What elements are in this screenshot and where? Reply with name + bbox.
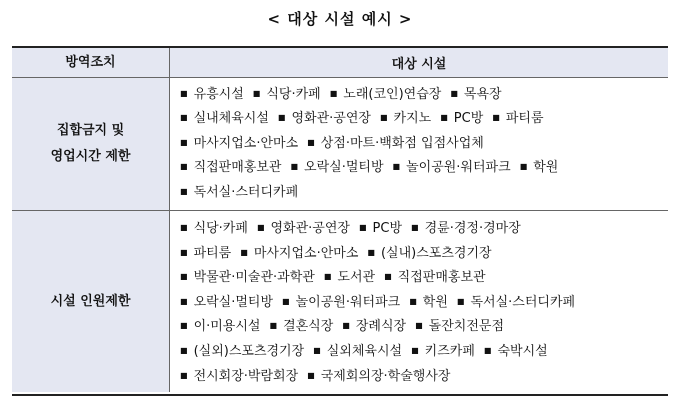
bullet-icon: ■ [252, 89, 261, 98]
facility-label: 유흥시설 [193, 87, 244, 102]
facility-item [180, 270, 315, 285]
bullet-icon: ■ [307, 370, 315, 380]
bullet-icon: ■ [519, 162, 528, 172]
facility-label: 오락실·멀티방 [304, 160, 384, 176]
facility-item [253, 87, 321, 102]
bullet-icon: ■ [384, 272, 392, 282]
facility-label: 실내체육시설 [193, 111, 269, 127]
facility-label: 파티룸 [193, 245, 232, 261]
facility-item [411, 221, 521, 236]
facility-item [180, 344, 304, 359]
table-row-closure [12, 78, 668, 211]
measure-label: 집합금지 및 [56, 123, 125, 138]
bullet-icon: ■ [180, 162, 188, 172]
facility-label: 영화관·공연장 [291, 111, 371, 127]
facility-label: 학원 [422, 294, 448, 310]
bullet-icon: ■ [180, 321, 188, 331]
facility-label: (실외)스포츠경기장 [193, 343, 305, 359]
facility-item [290, 160, 383, 175]
facility-label: 결혼식장 [283, 319, 334, 335]
facility-line [170, 131, 668, 155]
facility-line [170, 216, 668, 241]
facility-label: 돌잔치전문점 [428, 319, 505, 335]
bullet-icon: ■ [415, 321, 423, 331]
bullet-icon: ■ [323, 272, 332, 282]
facility-table [12, 46, 668, 396]
facility-label: 놀이공원·워터파크 [295, 294, 401, 310]
facility-line [170, 241, 668, 266]
facility-item [180, 369, 298, 384]
facility-item [270, 319, 334, 334]
facility-item [278, 111, 371, 126]
facility-item [180, 87, 244, 102]
bullet-icon: ■ [492, 113, 500, 123]
facility-label: 오락실·멀티방 [193, 294, 274, 310]
facility-item [307, 136, 484, 151]
bullet-icon: ■ [450, 89, 458, 98]
bullet-icon: ■ [440, 113, 448, 123]
bullet-icon: ■ [180, 272, 188, 282]
facility-item [367, 246, 491, 261]
facility-item [180, 319, 261, 334]
bullet-icon: ■ [180, 370, 188, 380]
facility-item [313, 344, 402, 359]
facility-label: 경륜·경정·경마장 [424, 221, 521, 236]
facility-label: 상점·마트·백화점 입점사업체 [320, 135, 484, 151]
measure-label: 시설 인원제한 [50, 293, 131, 309]
facility-label: 놀이공원·워터파크 [406, 160, 511, 176]
facility-item [180, 136, 298, 151]
facility-label: 식당·카페 [266, 87, 321, 102]
measure-label: 영업시간 제한 [50, 149, 131, 164]
facility-item [257, 221, 350, 236]
facility-item [380, 111, 431, 126]
bullet-icon: ■ [180, 89, 188, 98]
bullet-icon: ■ [329, 89, 338, 98]
bullet-icon: ■ [282, 296, 290, 306]
facility-label: 숙박시설 [497, 343, 548, 359]
bullet-icon: ■ [379, 113, 388, 123]
bullet-icon: ■ [180, 345, 188, 355]
measure-cell [12, 78, 170, 210]
bullet-icon: ■ [342, 321, 350, 331]
facility-item [384, 270, 485, 285]
facility-line [170, 290, 668, 315]
facility-label: 키즈카페 [424, 343, 475, 359]
bullet-icon: ■ [313, 345, 321, 355]
facility-item [324, 270, 375, 285]
facility-line [170, 364, 668, 389]
facility-label: 독서실·스터디카페 [470, 294, 576, 310]
facility-label: 영화관·공연장 [270, 221, 350, 236]
facilities-cell [170, 78, 668, 210]
facilities-cell [170, 211, 668, 392]
facility-item [282, 295, 400, 310]
facility-item [409, 295, 448, 310]
facility-line [170, 82, 668, 106]
bullet-icon: ■ [307, 137, 315, 147]
facility-item [411, 344, 475, 359]
facility-label: 국제회의장·학술행사장 [320, 368, 451, 384]
facility-label: 카지노 [393, 111, 432, 127]
bullet-icon: ■ [456, 296, 465, 306]
facility-label: 장례식장 [355, 319, 407, 335]
bullet-icon: ■ [180, 223, 188, 232]
facility-label: 전시회장·박람회장 [193, 368, 299, 384]
facility-line [170, 180, 668, 204]
facility-item [180, 185, 298, 200]
facility-label: PC방 [453, 111, 484, 127]
facility-item [492, 111, 543, 126]
bullet-icon: ■ [277, 113, 286, 123]
facility-label: 실외체육시설 [326, 343, 403, 359]
facility-line [170, 106, 668, 130]
facility-line [170, 314, 668, 339]
bullet-icon: ■ [180, 137, 188, 147]
bullet-icon: ■ [411, 345, 419, 355]
facility-item [180, 221, 248, 236]
bullet-icon: ■ [409, 296, 417, 306]
measure-cell [12, 211, 170, 392]
bullet-icon: ■ [269, 321, 278, 331]
table-header-row [12, 48, 668, 78]
facility-label: 파티룸 [505, 111, 544, 127]
facility-label: 목욕장 [463, 87, 502, 102]
bullet-icon: ■ [290, 162, 299, 172]
facility-label: 독서실·스터디카페 [193, 184, 299, 200]
facility-line [170, 155, 668, 179]
facility-label: 이·미용시설 [193, 319, 261, 335]
facility-item [520, 160, 559, 175]
facility-item [457, 295, 575, 310]
facility-line [170, 265, 668, 290]
bullet-icon: ■ [180, 296, 188, 306]
bullet-icon: ■ [256, 223, 265, 232]
facility-label: 도서관 [337, 270, 376, 286]
bullet-icon: ■ [358, 223, 367, 232]
header-measure: 방역조치 [12, 48, 170, 77]
facility-label: 식당·카페 [193, 221, 248, 236]
bullet-icon: ■ [180, 186, 188, 196]
bullet-icon: ■ [483, 345, 492, 355]
bullet-icon: ■ [180, 113, 188, 123]
bullet-icon: ■ [411, 223, 419, 232]
facility-item [180, 246, 231, 261]
facility-label: 학원 [533, 160, 559, 176]
facility-label: PC방 [372, 221, 403, 236]
facility-item [440, 111, 483, 126]
bullet-icon: ■ [180, 247, 188, 257]
facility-item [330, 87, 442, 102]
facility-item [393, 160, 511, 175]
facility-item [359, 221, 402, 236]
facility-item [180, 295, 273, 310]
facility-label: 마사지업소·안마소 [193, 135, 299, 151]
facility-label: 직접판매홍보관 [397, 270, 486, 286]
bullet-icon: ■ [367, 247, 375, 257]
facility-item [180, 111, 269, 126]
header-facilities: 대상 시설 [391, 57, 447, 72]
facility-item [484, 344, 548, 359]
facility-item [240, 246, 358, 261]
facility-item [415, 319, 504, 334]
bullet-icon: ■ [240, 247, 248, 257]
facility-label: (실내)스포츠경기장 [380, 245, 492, 261]
facility-label: 직접판매홍보관 [193, 160, 282, 176]
facility-item [450, 87, 501, 102]
facility-label: 마사지업소·안마소 [253, 245, 359, 261]
facility-item [307, 369, 450, 384]
facility-label: 박물관·미술관·과학관 [193, 270, 315, 286]
table-row-capacity [12, 211, 668, 392]
facility-label: 노래(코인)연습장 [343, 87, 442, 102]
facility-line [170, 339, 668, 364]
facility-item [342, 319, 406, 334]
bullet-icon: ■ [392, 162, 401, 172]
facility-item [180, 160, 281, 175]
page-title: < 대상 시설 예시 > [267, 10, 413, 28]
